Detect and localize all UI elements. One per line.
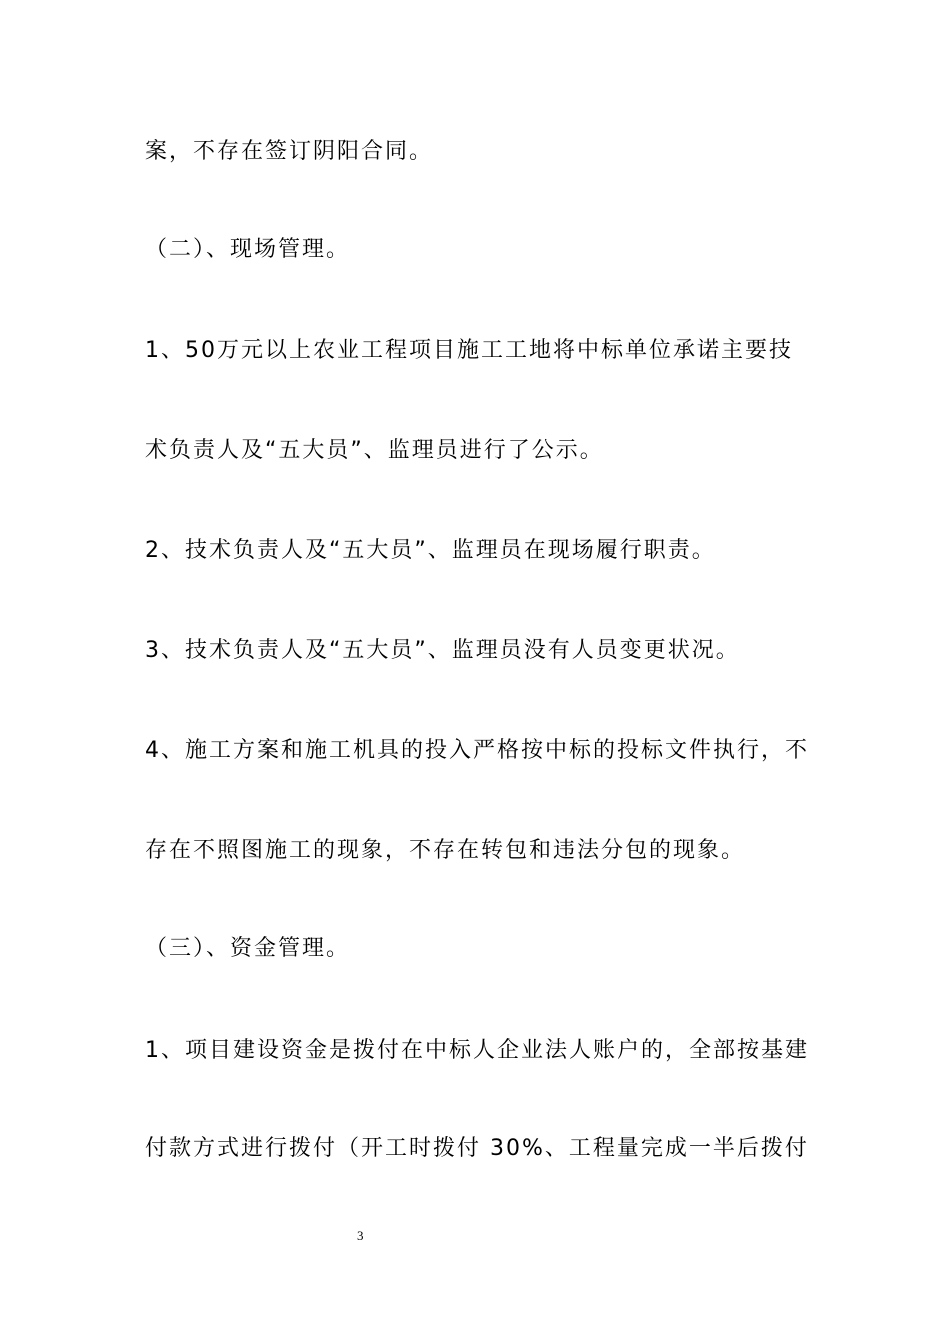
section-heading: （二）、现场管理。 — [145, 237, 351, 262]
text-line: 存在不照图施工的现象，不存在转包和违法分包的现象。 — [145, 838, 746, 863]
section-heading: （三）、资金管理。 — [145, 936, 351, 961]
text-line: 2、技术负责人及“五大员”、监理员在现场履行职责。 — [145, 538, 716, 563]
text-line: 术负责人及“五大员”、监理员进行了公示。 — [145, 438, 604, 463]
text-line: 4、施工方案和施工机具的投入严格按中标的投标文件执行，不 — [145, 738, 809, 763]
text-line: 1、50万元以上农业工程项目施工工地将中标单位承诺主要技 — [145, 338, 793, 363]
text-line: 付款方式进行拨付（开工时拨付 30%、工程量完成一半后拨付 — [145, 1136, 809, 1161]
text-line: 案，不存在签订阴阳合同。 — [145, 139, 434, 164]
text-line: 1、项目建设资金是拨付在中标人企业法人账户的，全部按基建 — [145, 1038, 809, 1063]
text-line: 3、技术负责人及“五大员”、监理员没有人员变更状况。 — [145, 638, 740, 663]
page-number: 3 — [357, 1228, 364, 1243]
